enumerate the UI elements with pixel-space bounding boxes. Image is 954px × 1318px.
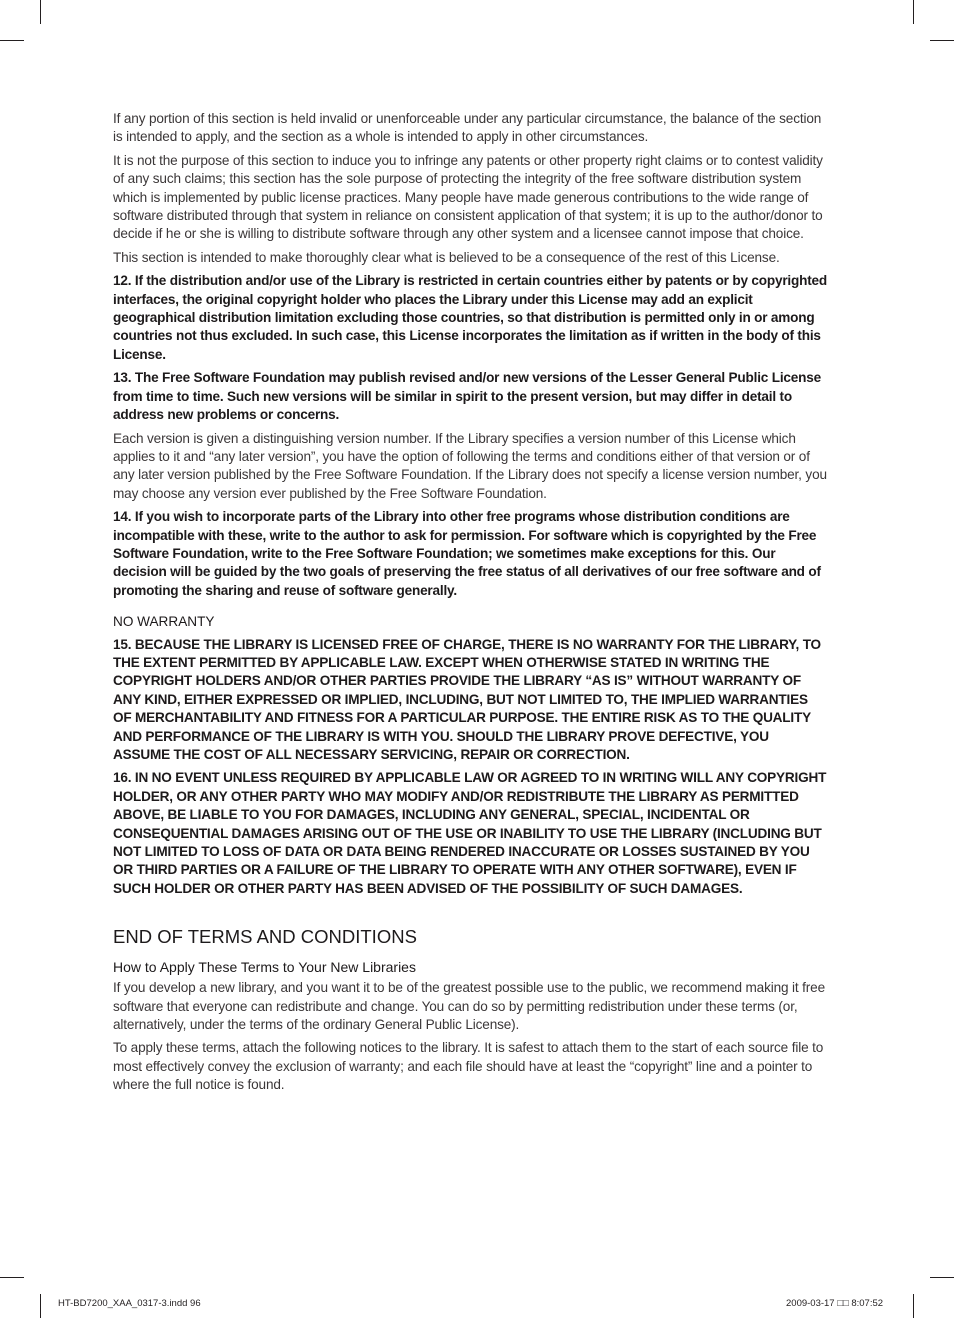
paragraph: To apply these terms, attach the following notices to the library. It is safest to attach them to the start of each source file to most effectively convey the exclusion of warranty; and each file should have at least the “copyright” line and a pointer to where the full notice is found. — [113, 1040, 824, 1093]
paragraph: If any portion of this section is held invalid or unenforceable under any particular circumstance, the balance of the section is intended to apply, and the section as a whole is intended to apply in other circumstances. — [113, 111, 822, 145]
section-heading: NO WARRANTY — [113, 614, 215, 630]
how-to-apply-heading: How to Apply These Terms to Your New Libraries — [113, 959, 416, 976]
crop-mark-top-right-vertical — [913, 0, 914, 24]
terms-end-heading: END OF TERMS AND CONDITIONS — [113, 926, 417, 948]
crop-mark-bottom-left-horizontal — [0, 1277, 24, 1278]
crop-mark-top-right-horizontal — [930, 40, 954, 41]
paragraph: It is not the purpose of this section to induce you to infringe any patents or other property right claims or to contest validity of any such claims; this section has the sole purpose of protecting the integrity of the free software distribution system which is implemented by public license practices. Many people have made generous contributions to the wide range of software distributed through that system in reliance on consistent application of that system; it is up to the author/donor to decide if he or she is willing to distribute software through any other system and a licensee cannot impose that choice. — [113, 152, 823, 242]
license-clause: 15. BECAUSE THE LIBRARY IS LICENSED FREE OF CHARGE, THERE IS NO WARRANTY FOR THE LIBRARY, TO THE EXTENT PERMITTED BY APPLICABLE LAW. EXCEPT WHEN OTHERWISE STATED IN WRITING THE COPYRIGHT HOLDERS AND/OR OTHER PARTIES PROVIDE THE LIBRARY “AS IS” WITHOUT WARRANTY OF ANY KIND, EITHER EXPRESSED OR IMPLIED, INCLUDING, BUT NOT LIMITED TO, THE IMPLIED WARRANTIES OF MERCHANTABILITY AND FITNESS FOR A PARTICULAR PURPOSE. THE ENTIRE RISK AS TO THE QUALITY AND PERFORMANCE OF THE LIBRARY IS WITH YOU. SHOULD THE LIBRARY PROVE DEFECTIVE, YOU ASSUME THE COST OF ALL NECESSARY SERVICING, REPAIR OR CORRECTION. — [113, 636, 821, 762]
paragraph: If you develop a new library, and you want it to be of the greatest possible use to the public, we recommend making it free software that everyone can redistribute and change. You can do so by permitting redistribution under these terms (or, alternatively, under the terms of the ordinary General Public License). — [113, 980, 825, 1033]
paragraph: Each version is given a distinguishing version number. If the Library specifies a version number of this License which applies to it and “any later version”, you have the option of following the terms and conditions either of that version or of any later version published by the Free Software Foundation. If the Library does not specify a license version number, you may choose any version ever published by the Free Software Foundation. — [113, 430, 827, 501]
crop-mark-top-left-vertical — [40, 0, 41, 24]
footer-file-info: HT-BD7200_XAA_0317-3.indd 96 — [58, 1298, 201, 1309]
crop-mark-top-left-horizontal — [0, 40, 24, 41]
crop-mark-bottom-right-horizontal — [930, 1277, 954, 1278]
footer-timestamp: 2009-03-17 □□ 8:07:52 — [786, 1298, 884, 1309]
license-clause: 13. The Free Software Foundation may publish revised and/or new versions of the Lesser General Public License from time to time. Such new versions will be similar in spirit to the present version, but may differ in detail to address new problems or concerns. — [113, 370, 821, 423]
license-clause: 14. If you wish to incorporate parts of the Library into other free programs whose distribution conditions are incompatible with these, write to the author to ask for permission. For software which is copyrighted by the Free Software Foundation, write to the Free Software Foundation; we sometimes make exceptions for this. Our decision will be guided by the two goals of preserving the free status of all derivatives of our free software and of promoting the sharing and reuse of software generally. — [113, 509, 821, 598]
crop-mark-bottom-left-vertical — [40, 1294, 41, 1318]
document-body — [113, 110, 828, 1100]
license-clause: 16. IN NO EVENT UNLESS REQUIRED BY APPLICABLE LAW OR AGREED TO IN WRITING WILL ANY COPYRIGHT HOLDER, OR ANY OTHER PARTY WHO MAY MODIFY AND/OR REDISTRIBUTE THE LIBRARY AS PERMITTED ABOVE, BE LIABLE TO YOU FOR DAMAGES, INCLUDING ANY GENERAL, SPECIAL, INCIDENTAL OR CONSEQUENTIAL DAMAGES ARISING OUT OF THE USE OR INABILITY TO USE THE LIBRARY (INCLUDING BUT NOT LIMITED TO LOSS OF DATA OR DATA BEING RENDERED INACCURATE OR LOSSES SUSTAINED BY YOU OR THIRD PARTIES OR A FAILURE OF THE LIBRARY TO OPERATE WITH ANY OTHER SOFTWARE), EVEN IF SUCH HOLDER OR OTHER PARTY HAS BEEN ADVISED OF THE POSSIBILITY OF SUCH DAMAGES. — [113, 770, 827, 896]
license-clause: 12. If the distribution and/or use of the Library is restricted in certain countries either by patents or by copyrighted interfaces, the original copyright holder who places the Library under this License may add an explicit geographical distribution limitation excluding those countries, so that distribution is permitted only in or among countries not thus excluded. In such case, this License incorporates the limitation as if written in the body of this License. — [113, 273, 827, 362]
crop-mark-bottom-right-vertical — [913, 1294, 914, 1318]
paragraph: This section is intended to make thoroughly clear what is believed to be a consequence of the rest of this License. — [113, 249, 780, 265]
